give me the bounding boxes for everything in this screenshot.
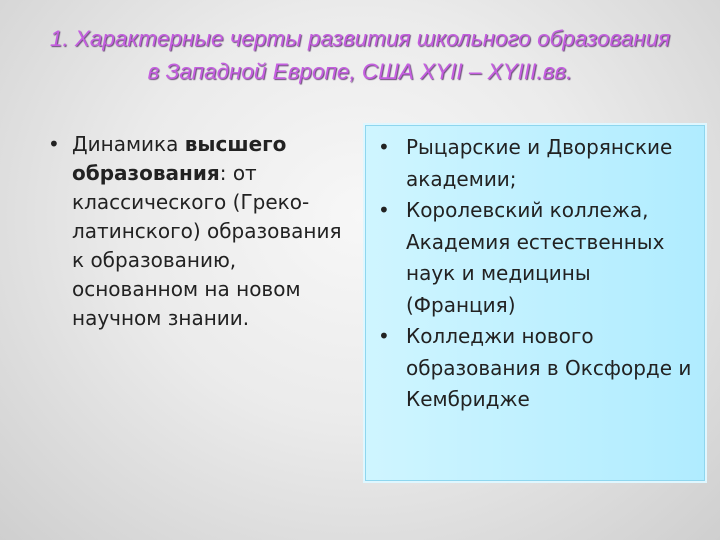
right-bullet-item-1: • Рыцарские и Дворянские академии; <box>374 132 696 195</box>
left-bullet-item <box>42 130 352 333</box>
right-bullet-item-2: • Королевский коллежа, Академия естественных наук и медицины (Франция) <box>374 195 696 321</box>
left-text-block <box>42 130 352 333</box>
left-bold-text: высшего образования <box>72 132 287 185</box>
slide-title-line-1: 1. Характерные черты развития школьного образования <box>49 26 671 51</box>
right-highlight-box <box>365 125 705 481</box>
slide-title <box>0 22 720 88</box>
left-bullet-list <box>42 130 352 333</box>
right-bullet-list <box>374 132 696 416</box>
slide-title-line-2: в Западной Европе, США XYII – XYIII.вв. <box>147 59 573 84</box>
right-bullet-item-3: • Колледжи нового образования в Оксфорде и Кембридже <box>374 321 696 416</box>
left-text-part-2: : от классического (Греко-латинского) образования к образованию, основанном на новом научном знании. <box>72 161 342 330</box>
left-text-part-1: Динамика <box>72 132 185 156</box>
